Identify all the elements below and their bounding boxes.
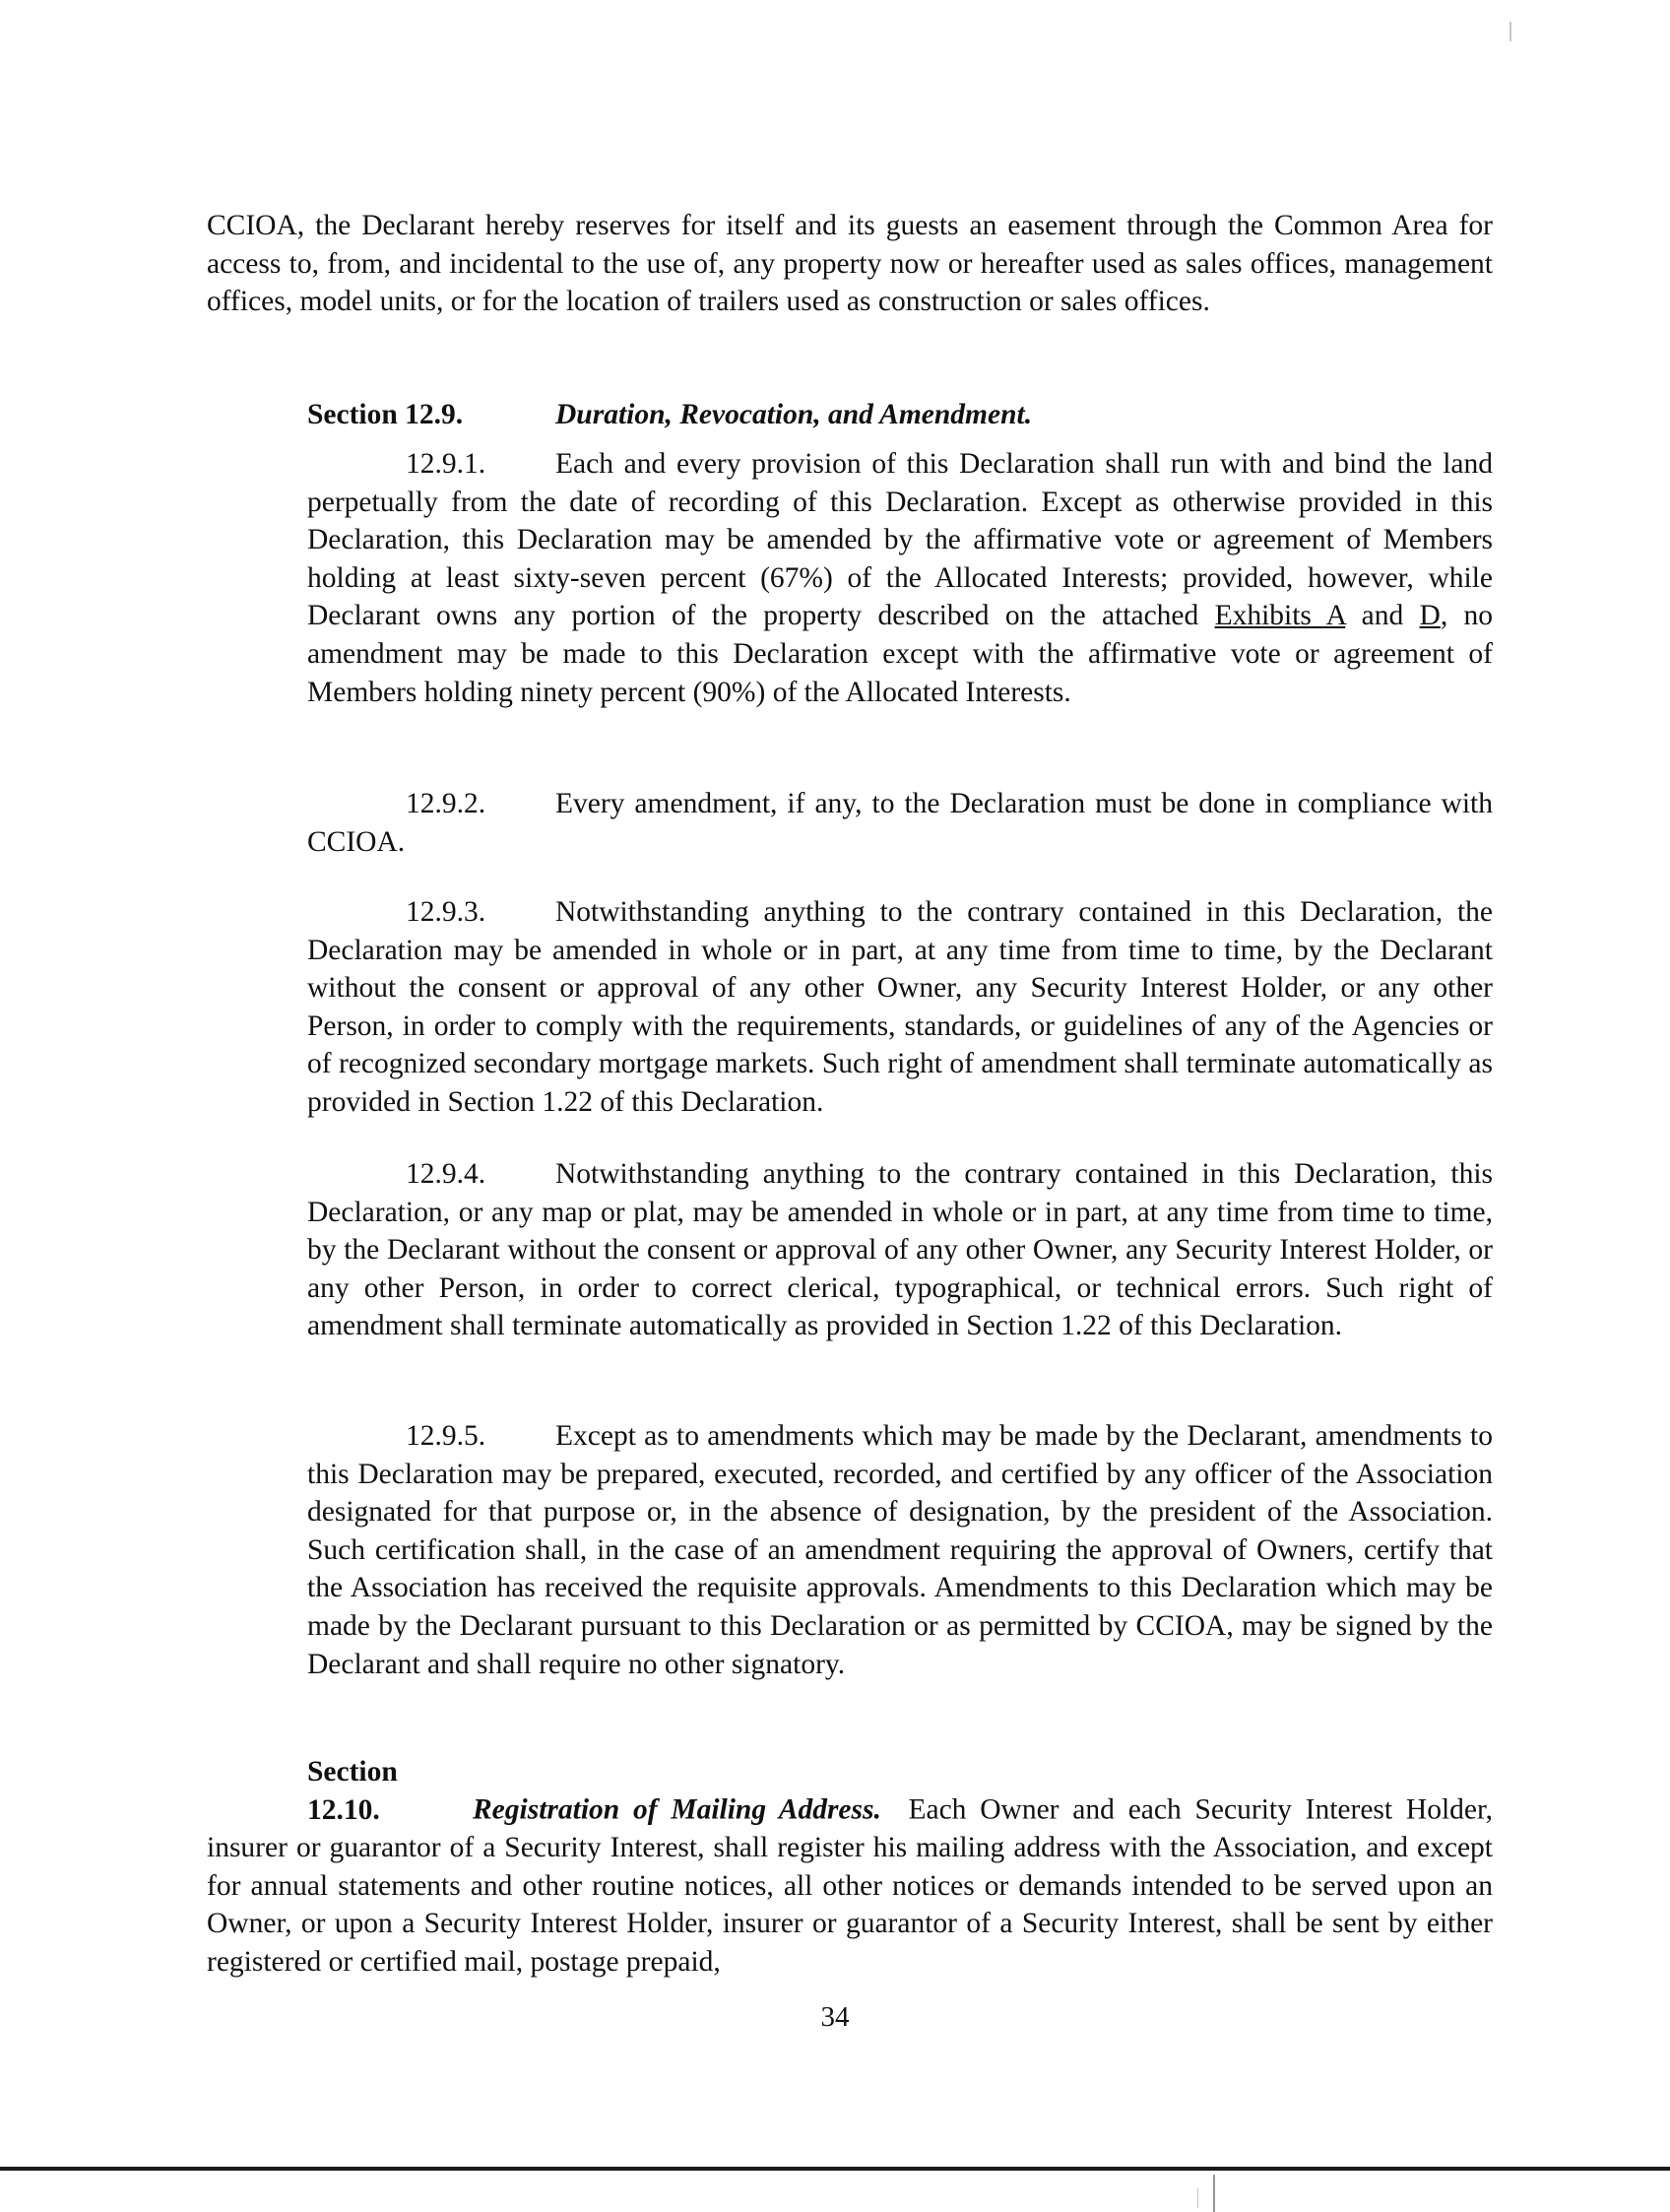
- paragraph-text: Notwithstanding anything to the contrary contained in this Declaration, the Declaration may be amended in whole or in part, at any time from time to time, by the Declarant without the consent or approval of any other Owner, any Security Interest Holder, or any other Person, in order to comply with the requirements, standards, or guidelines of any of the Agencies or of recognized secondary mortgage markets. Such right of amendment shall terminate automatically as provided in Section 1.22 of this Declaration.: [307, 896, 1493, 1118]
- footer-rule: [0, 2167, 1670, 2171]
- section-12-9-heading: [307, 396, 1032, 433]
- paragraph-number: 12.9.3.: [406, 896, 486, 928]
- section-12-10-label: Section 12.10.: [307, 1756, 398, 1826]
- paragraph-number: 12.9.1.: [406, 448, 486, 480]
- section-12-10-paragraph: [207, 1753, 1493, 1982]
- paragraph-number: 12.9.5.: [406, 1420, 486, 1452]
- paragraph-12-9-4: [307, 1155, 1493, 1345]
- paragraph-text-continued: , no amendment may be made to this Declaration except with the affirmative vote or agreement of Members holding ninety percent (90%) of the Allocated Interests.: [307, 600, 1494, 708]
- paragraph-12-9-3: [307, 893, 1493, 1122]
- paragraph-text-and: and: [1345, 600, 1420, 632]
- paragraph-12-9-2: [307, 785, 1493, 861]
- scan-artifact-line: [1213, 2175, 1215, 2212]
- paragraph-text: Except as to amendments which may be made by the Declarant, amendments to this Declaration may be prepared, executed, recorded, and certified by any officer of the Association designated for that purpose or, in the absence of designation, by the president of the Association. Such certification shall, in the case of an amendment requiring the approval of Owners, certify that the Association has received the requisite approvals. Amendments to this Declaration which may be made by the Declarant pursuant to this Declaration or as permitted by CCIOA, may be signed by the Declarant and shall require no other signatory.: [307, 1420, 1493, 1680]
- paragraph-12-9-1: [307, 445, 1493, 711]
- page-number: 34: [820, 2001, 850, 2033]
- intro-paragraph: CCIOA, the Declarant hereby reserves for itself and its guests an easement through the Common Area for access to, from, and incidental to the use of, any property now or hereafter used as sales offices, management offices, model units, or for the location of trailers used as construction or sales offices.: [207, 210, 1493, 318]
- paragraph-text: Notwithstanding anything to the contrary contained in this Declaration, this Declaration, or any map or plat, may be amended in whole or in part, at any time from time to time, by the Declarant without the consent or approval of any other Owner, any Security Interest Holder, or any other Person, in order to correct clerical, typographical, or technical errors. Such right of amendment shall terminate automatically as provided in Section 1.22 of this Declaration.: [307, 1158, 1493, 1342]
- paragraph-12-9-5: [307, 1417, 1493, 1683]
- exhibit-a-reference: Exhibits A: [1214, 600, 1346, 632]
- section-12-9-title: Duration, Revocation, and Amendment.: [555, 399, 1033, 430]
- section-12-10-title: Registration of Mailing Address.: [473, 1793, 881, 1826]
- paragraph-number: 12.9.4.: [406, 1158, 486, 1190]
- section-12-10-text: Each Owner and each Security Interest Holder, insurer or guarantor of a Security Interest, shall register his mailing address with the Association, and except for annual statements and other routine notices, all other notices or demands intended to be served upon an Owner, or upon a Security Interest Holder, insurer or guarantor of a Security Interest, shall be sent by either registered or certified mail, postage prepaid,: [207, 1793, 1494, 1978]
- scan-artifact-line: [1197, 2188, 1198, 2208]
- paragraph-text: Every amendment, if any, to the Declaration must be done in compliance with CCIOA.: [307, 788, 1493, 858]
- section-12-9-label: Section 12.9.: [307, 399, 464, 430]
- paragraph-text: Each and every provision of this Declaration shall run with and bind the land perpetually from the date of recording of this Declaration. Except as otherwise provided in this Declaration, this Declaration may be amended by the affirmative vote or agreement of Members holding at least sixty-seven percent (67%) of the Allocated Interests; provided, however, while Declarant owns any portion of the property described on the attached: [307, 448, 1493, 632]
- paragraph-number: 12.9.2.: [406, 788, 486, 819]
- scan-artifact-mark: [1509, 22, 1511, 41]
- exhibit-d-reference: D: [1419, 600, 1441, 632]
